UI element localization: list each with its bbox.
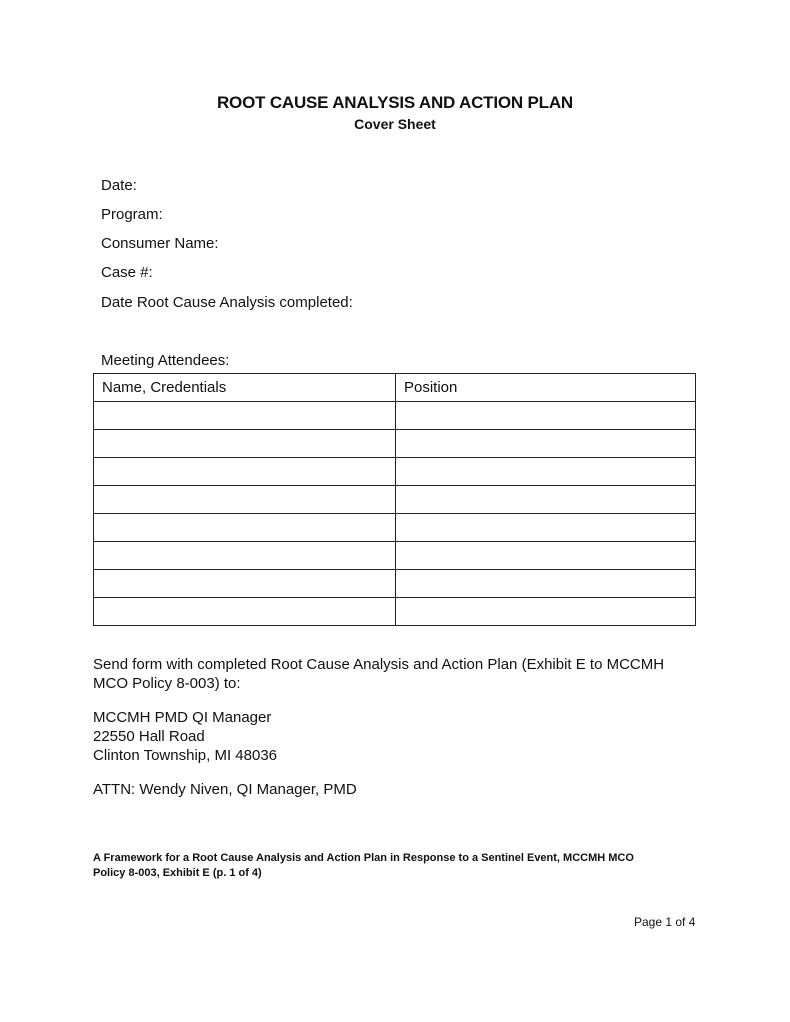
name-cell[interactable]	[94, 542, 396, 570]
position-cell[interactable]	[396, 542, 696, 570]
table-row	[94, 402, 696, 430]
name-cell[interactable]	[94, 570, 396, 598]
page-number: Page 1 of 4	[634, 915, 696, 929]
date-field-label: Date:	[101, 177, 137, 194]
document-subtitle: Cover Sheet	[354, 116, 436, 132]
program-field-label: Program:	[101, 206, 163, 223]
footer-note-line-2: Policy 8-003, Exhibit E (p. 1 of 4)	[93, 867, 262, 879]
position-cell[interactable]	[396, 458, 696, 486]
name-cell[interactable]	[94, 598, 396, 626]
table-row	[94, 570, 696, 598]
name-cell[interactable]	[94, 430, 396, 458]
table-row	[94, 458, 696, 486]
footer-note-line-1: A Framework for a Root Cause Analysis and Action Plan in Response to a Sentinel Event, MCCMH MCO	[93, 852, 634, 864]
table-row	[94, 486, 696, 514]
position-cell[interactable]	[396, 570, 696, 598]
address-line-2: 22550 Hall Road	[93, 728, 205, 745]
position-cell[interactable]	[396, 514, 696, 542]
name-cell[interactable]	[94, 486, 396, 514]
name-cell[interactable]	[94, 514, 396, 542]
consumer-name-field-label: Consumer Name:	[101, 235, 219, 252]
column-header-name: Name, Credentials	[94, 374, 396, 402]
position-cell[interactable]	[396, 430, 696, 458]
send-instructions-line-1: Send form with completed Root Cause Analysis and Action Plan (Exhibit E to MCCMH	[93, 656, 665, 673]
send-instructions	[93, 655, 703, 693]
column-header-position: Position	[396, 374, 696, 402]
table-row	[94, 598, 696, 626]
address-line-3: Clinton Township, MI 48036	[93, 747, 277, 764]
attendees-table	[93, 373, 696, 626]
position-cell[interactable]	[396, 402, 696, 430]
meeting-attendees-label: Meeting Attendees:	[101, 352, 230, 369]
document-title: ROOT CAUSE ANALYSIS AND ACTION PLAN	[216, 93, 573, 112]
mailing-address	[93, 708, 703, 765]
address-line-1: MCCMH PMD QI Manager	[93, 709, 272, 726]
position-cell[interactable]	[396, 486, 696, 514]
table-header-row	[94, 374, 696, 402]
case-number-field-label: Case #:	[101, 264, 153, 281]
table-row	[94, 514, 696, 542]
name-cell[interactable]	[94, 458, 396, 486]
footer-reference-note	[93, 851, 693, 881]
position-cell[interactable]	[396, 598, 696, 626]
rca-completed-date-field-label: Date Root Cause Analysis completed:	[101, 294, 353, 311]
attn-line: ATTN: Wendy Niven, QI Manager, PMD	[93, 781, 357, 798]
table-row	[94, 542, 696, 570]
table-row	[94, 430, 696, 458]
name-cell[interactable]	[94, 402, 396, 430]
send-instructions-line-2: MCO Policy 8-003) to:	[93, 675, 241, 692]
